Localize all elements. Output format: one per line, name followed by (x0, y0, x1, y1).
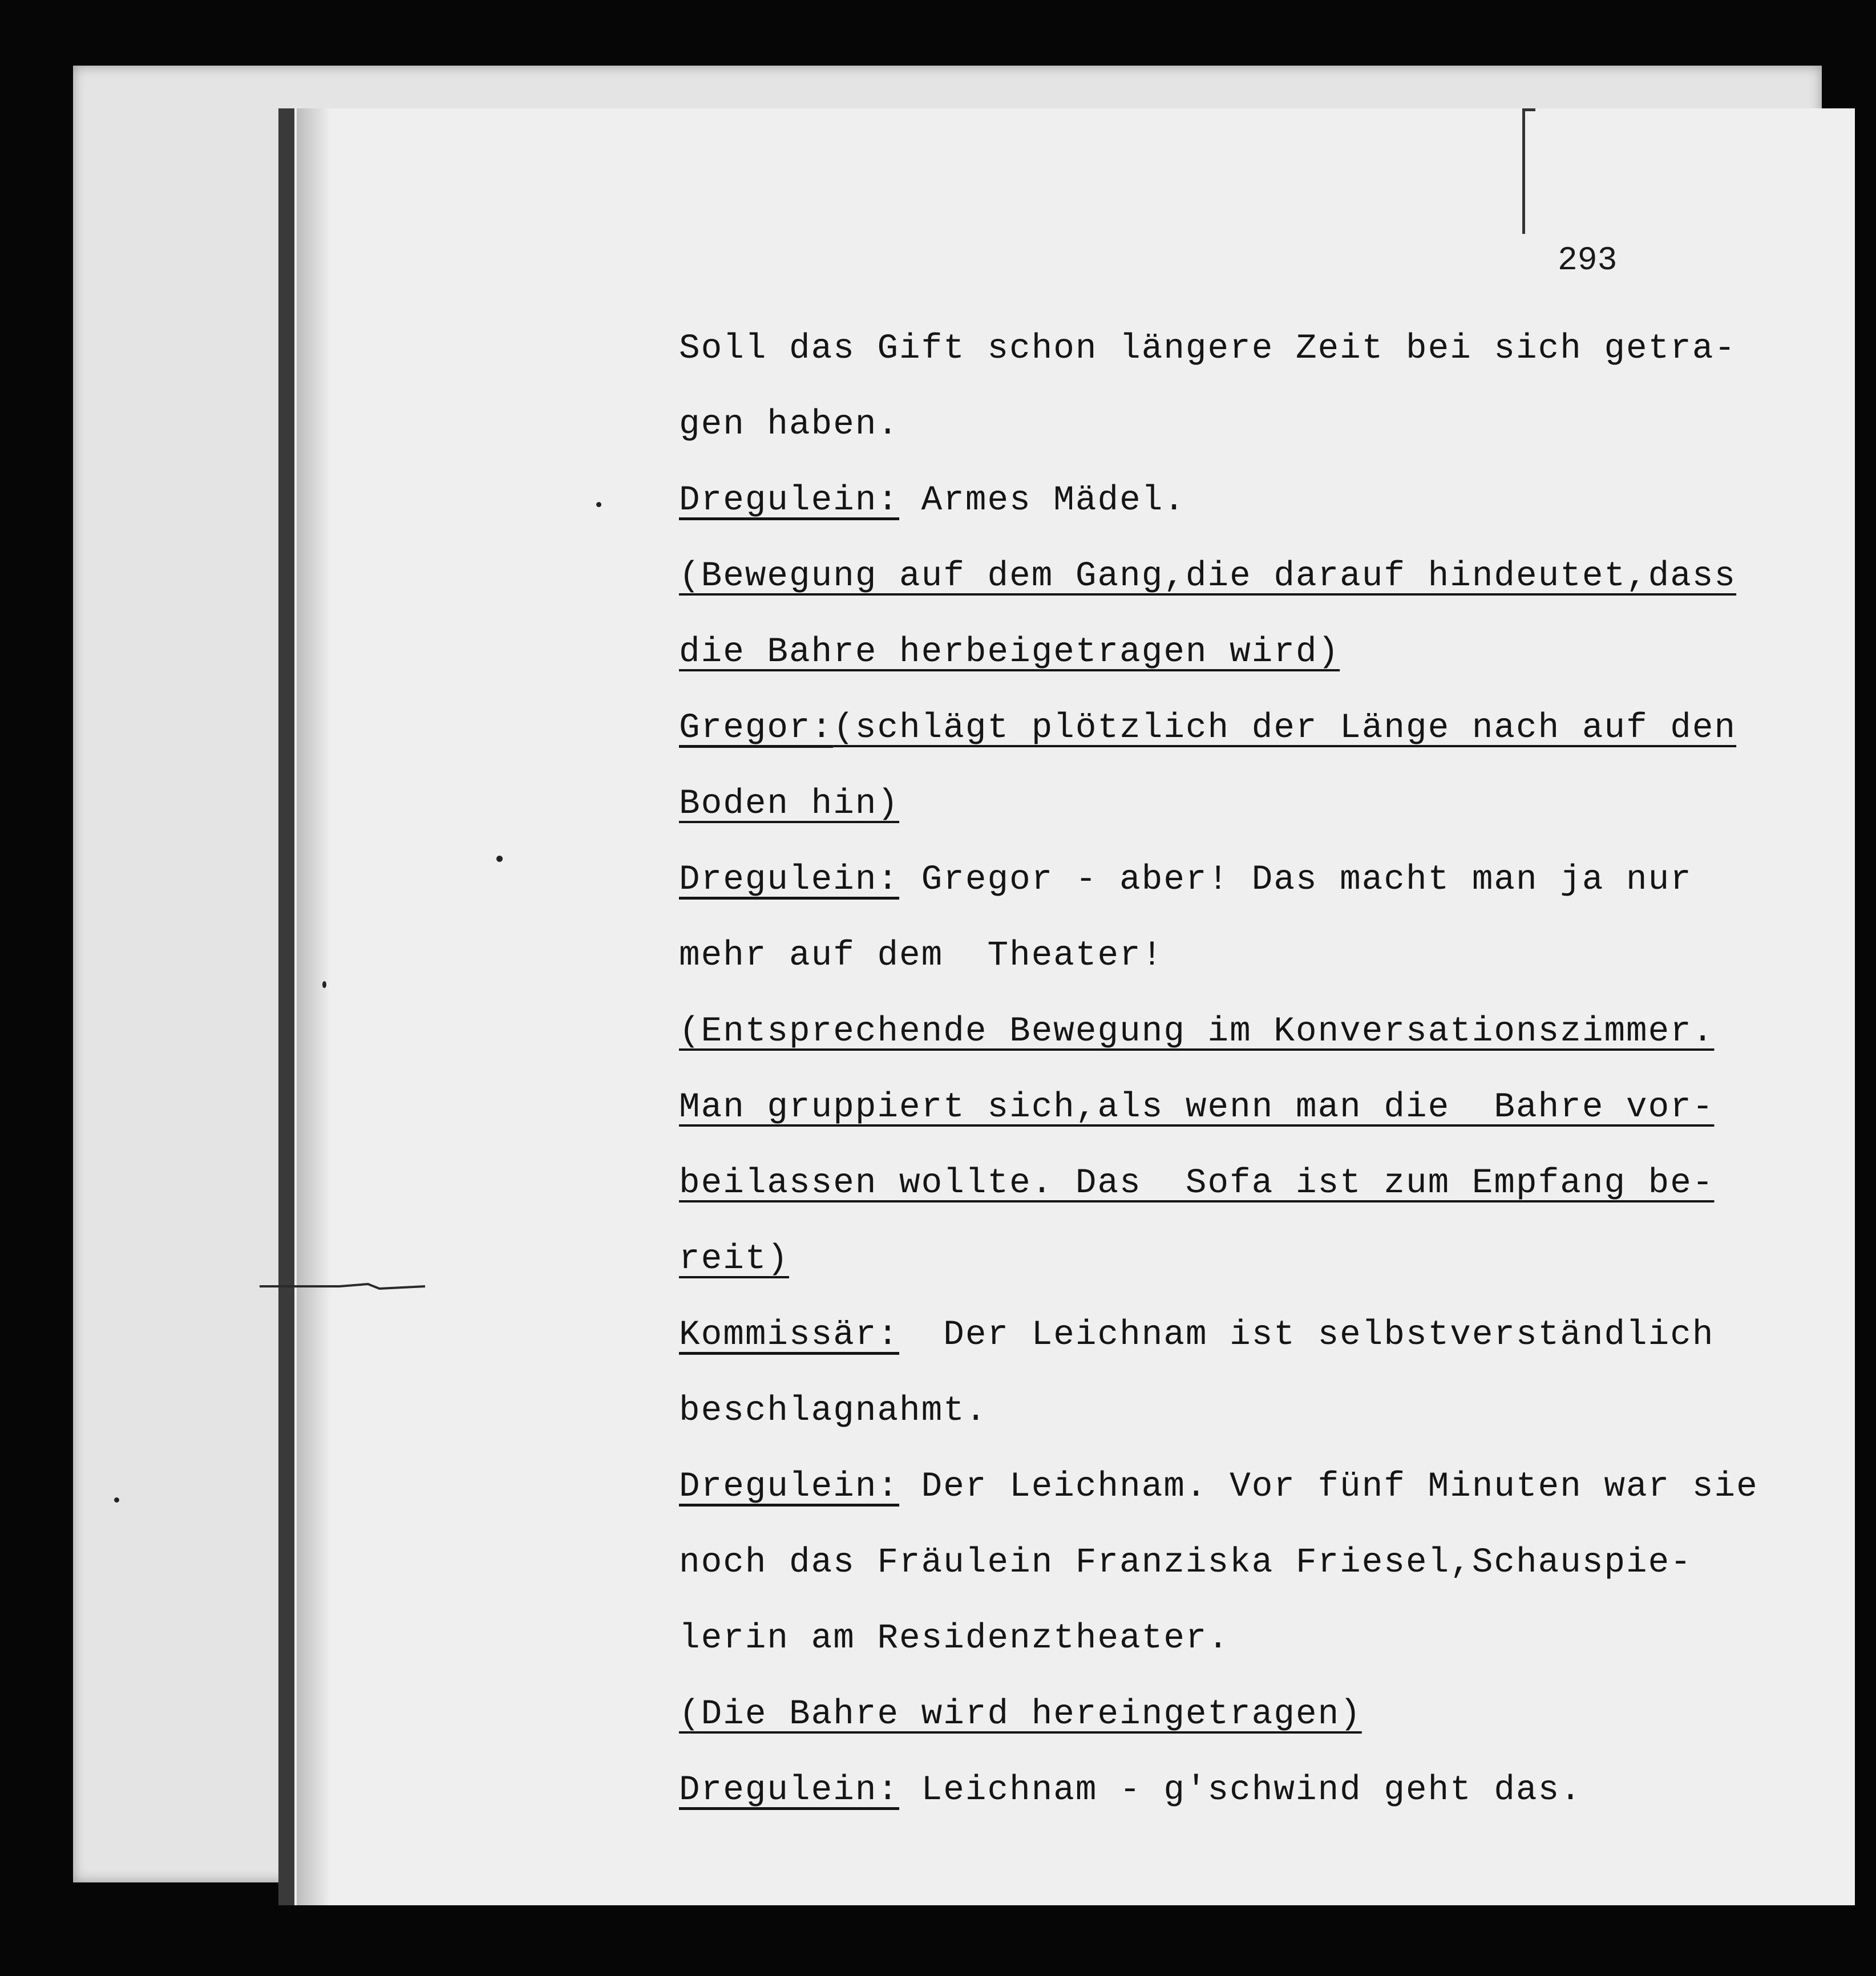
typed-text-body (679, 311, 1792, 1828)
pencil-scribble-mark (260, 1281, 431, 1291)
speaker-name: Dregulein: (679, 481, 900, 520)
text-line (679, 1449, 1792, 1525)
ink-speck (496, 856, 503, 862)
line-text: noch das Fräulein Franziska Friesel,Schauspie- (679, 1543, 1692, 1582)
text-line (679, 614, 1792, 690)
text-line (679, 1601, 1792, 1677)
text-line (679, 1145, 1792, 1221)
stage-direction: (schlägt plötzlich der Länge nach auf den (833, 708, 1737, 748)
line-text: mehr auf dem Theater! (679, 936, 1164, 975)
text-line (679, 1752, 1792, 1828)
line-text: gen haben. (679, 405, 900, 444)
line-text: Gregor - aber! Das macht man ja nur (899, 860, 1692, 900)
text-line (679, 1297, 1792, 1373)
speaker-name: Gregor: (679, 708, 834, 748)
binding-edge (297, 108, 331, 1905)
stage-direction: (Entsprechende Bewegung im Konversationszimmer. (679, 1012, 1715, 1051)
stage-direction: die Bahre herbeigetragen wird) (679, 633, 1340, 672)
page-number: 293 (1558, 242, 1618, 280)
text-line (679, 1677, 1792, 1752)
line-text: Der Leichnam ist selbstverständlich (899, 1315, 1715, 1355)
text-line (679, 918, 1792, 994)
ink-speck (596, 502, 601, 507)
text-line (679, 1070, 1792, 1145)
text-line (679, 387, 1792, 463)
text-line (679, 1373, 1792, 1449)
line-text: Armes Mädel. (899, 481, 1186, 520)
stage-direction: (Bewegung auf dem Gang,die darauf hindeutet,dass (679, 557, 1737, 596)
ink-speck (114, 1497, 119, 1503)
line-text: Leichnam - g'schwind geht das. (899, 1771, 1582, 1810)
stage-direction: Man gruppiert sich,als wenn man die Bahre vor- (679, 1088, 1715, 1127)
text-line (679, 842, 1792, 918)
stage-direction: (Die Bahre wird hereingetragen) (679, 1695, 1362, 1734)
ink-speck (322, 981, 326, 988)
stage-direction: beilassen wollte. Das Sofa ist zum Empfang be- (679, 1164, 1715, 1203)
speaker-name: Dregulein: (679, 1771, 900, 1810)
text-line (679, 538, 1792, 614)
text-line (679, 766, 1792, 842)
speaker-name: Kommissär: (679, 1315, 900, 1355)
line-text: lerin am Residenztheater. (679, 1619, 1230, 1658)
line-text: beschlagnahmt. (679, 1391, 988, 1431)
stage-direction: reit) (679, 1240, 790, 1279)
line-text: Soll das Gift schon längere Zeit bei sich getra- (679, 329, 1737, 369)
text-line (679, 463, 1792, 538)
text-line (679, 994, 1792, 1070)
text-line (679, 1221, 1792, 1297)
speaker-name: Dregulein: (679, 1467, 900, 1507)
text-line (679, 311, 1792, 387)
stage-direction: Boden hin) (679, 784, 900, 824)
line-text: Der Leichnam. Vor fünf Minuten war sie (899, 1467, 1758, 1507)
margin-bracket-mark (1522, 108, 1535, 234)
text-line (679, 1525, 1792, 1601)
speaker-name: Dregulein: (679, 860, 900, 900)
text-line (679, 690, 1792, 766)
